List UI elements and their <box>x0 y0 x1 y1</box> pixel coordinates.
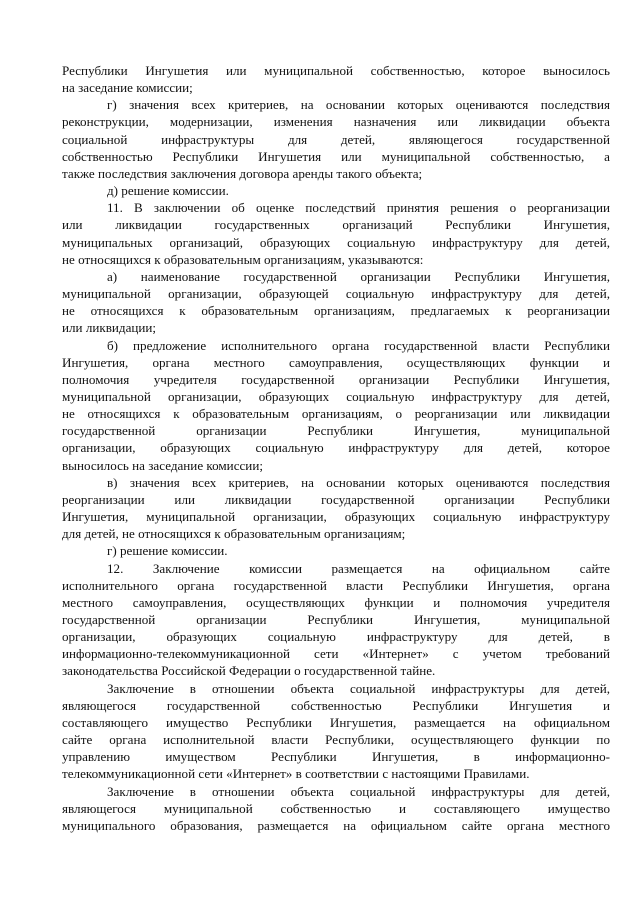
text-line: б) предложение исполнительного органа государственной власти Республики <box>107 337 610 353</box>
text-line: в) значения всех критериев, на основании которых оцениваются последствия <box>107 474 610 490</box>
text-line: выносилось на заседание комиссии; <box>62 457 263 473</box>
text-line: или ликвидации государственных организаций Республики Ингушетия, <box>62 217 610 233</box>
text-line: государственной организации Республики Ингушетия, муниципальной <box>62 423 610 439</box>
text-line: или ликвидации; <box>62 320 157 336</box>
text-line: сайте органа исполнительной власти Республики, осуществляющего функции по <box>62 732 610 748</box>
text-line: д) решение комиссии. <box>107 183 229 199</box>
text-line: не относящихся к образовательным организациям, о реорганизации или ликвидации <box>62 406 610 422</box>
text-line: муниципального образования, размещается на официальном сайте органа местного <box>62 817 610 833</box>
text-line: являющегося государственной собственностью Республики Ингушетия и <box>62 697 610 713</box>
text-line: г) решение комиссии. <box>107 543 228 559</box>
text-line: полномочия учредителя государственной организации Республики Ингушетия, <box>62 371 610 387</box>
text-line: г) значения всех критериев, на основании которых оцениваются последствия <box>107 97 610 113</box>
text-line: не относящихся к образовательным организациям, предлагаемых к реорганизации <box>62 303 610 319</box>
text-line: реконструкции, модернизации, изменения назначения или ликвидации объекта <box>62 114 610 130</box>
text-line: реорганизации или ликвидации государственной организации Республики <box>62 491 610 507</box>
document-body <box>62 62 610 834</box>
text-line: на заседание комиссии; <box>62 80 193 96</box>
text-line: социальной инфраструктуры для детей, являющегося государственной <box>62 131 610 147</box>
text-line: а) наименование государственной организации Республики Ингушетия, <box>107 268 610 284</box>
text-line: законодательства Российской Федерации о государственной тайне. <box>62 663 436 679</box>
text-line: составляющего имущество Республики Ингушетия, размещается на официальном <box>62 714 610 730</box>
text-line: телекоммуникационной сети «Интернет» в соответствии с настоящими Правилами. <box>62 766 530 782</box>
text-line: Ингушетия, муниципальной организации, образующих социальную инфраструктуру <box>62 509 610 525</box>
text-line: муниципальных организаций, образующих социальную инфраструктуру для детей, <box>62 234 610 250</box>
text-line: собственностью Республики Ингушетия или муниципальной собственностью, а <box>62 148 610 164</box>
text-line: муниципальной организации, образующей социальную инфраструктуру для детей, <box>62 286 610 302</box>
text-line: Заключение в отношении объекта социальной инфраструктуры для детей, <box>107 680 610 696</box>
text-line: местного самоуправления, осуществляющих функции и полномочия учредителя <box>62 594 610 610</box>
text-line: 12. Заключение комиссии размещается на официальном сайте <box>107 560 610 576</box>
text-line: для детей, не относящихся к образовательным организациям; <box>62 526 406 542</box>
text-line: государственной организации Республики Ингушетия, муниципальной <box>62 612 610 627</box>
text-line: исполнительного органа государственной власти Республики Ингушетия, органа <box>62 577 610 593</box>
text-line: муниципальной организации, образующих социальную инфраструктуру для детей, <box>62 388 610 404</box>
text-line: управлению имуществом Республики Ингушетия, в информационно- <box>62 749 610 765</box>
text-line: Ингушетия, органа местного самоуправления, осуществляющих функции и <box>62 354 610 370</box>
text-line: не относящихся к образовательным организациям, указываются: <box>62 251 424 267</box>
text-line: являющегося муниципальной собственностью и составляющего имущество <box>62 800 610 816</box>
text-line: организации, образующих социальную инфраструктуру для детей, в <box>62 629 610 645</box>
text-line: Заключение в отношении объекта социальной инфраструктуры для детей, <box>107 783 610 799</box>
text-line: Республики Ингушетия или муниципальной собственностью, которое выносилось <box>62 63 610 78</box>
text-line: организации, образующих социальную инфраструктуру для детей, которое <box>62 440 610 456</box>
text-line: также последствия заключения договора аренды такого объекта; <box>62 165 423 181</box>
text-line: информационно-телекоммуникационной сети «Интернет» с учетом требований <box>62 646 610 662</box>
text-line: 11. В заключении об оценке последствий принятия решения о реорганизации <box>107 200 610 216</box>
